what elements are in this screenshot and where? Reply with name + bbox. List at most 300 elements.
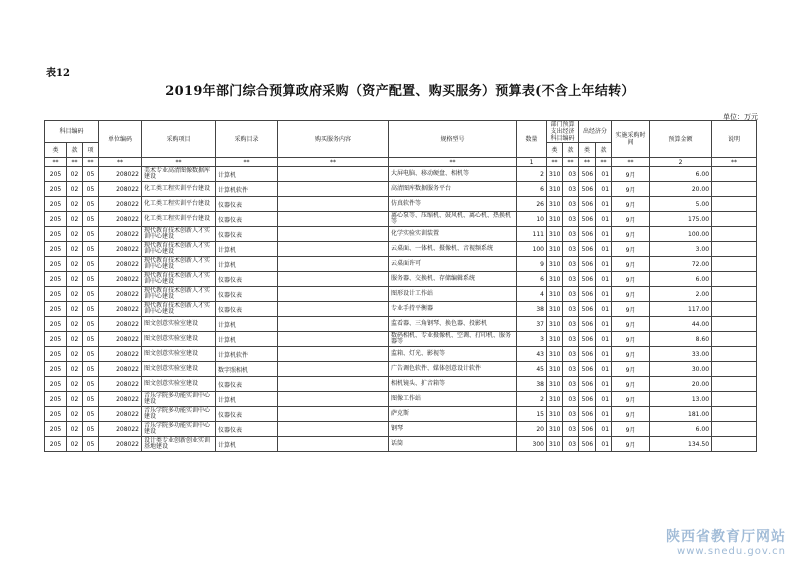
cell-xiang: 05 — [83, 167, 99, 182]
cell-dept-kuan: 03 — [563, 272, 579, 287]
table-row — [45, 407, 757, 422]
placeholder-cell: ** — [579, 158, 596, 167]
cell-kuan: 02 — [67, 287, 83, 302]
cell-spec: 数码相机、专业摄像机、空调、打印机、服务器等 — [389, 332, 517, 347]
cell-service — [278, 272, 389, 287]
cell-qty: 38 — [517, 302, 547, 317]
header-unit-code: 单位编码 — [99, 121, 142, 158]
cell-project: 设计类专业创新创业实训基地建设 — [142, 437, 216, 452]
cell-exec-kuan: 01 — [596, 392, 612, 407]
table-row — [45, 227, 757, 242]
header-exec-subject: 出经济分 — [579, 121, 612, 143]
header-xiang: 项 — [83, 143, 99, 158]
cell-spec: 监看器、三角钢琴、换色器、投影机 — [389, 317, 517, 332]
cell-dept-kuan: 03 — [563, 317, 579, 332]
cell-note — [712, 422, 757, 437]
cell-qty: 20 — [517, 422, 547, 437]
cell-spec: 钢琴 — [389, 422, 517, 437]
cell-dept-kuan: 03 — [563, 437, 579, 452]
cell-lei: 205 — [45, 317, 67, 332]
cell-note — [712, 332, 757, 347]
cell-time: 9月 — [612, 212, 650, 227]
cell-dept-kuan: 03 — [563, 257, 579, 272]
cell-amount: 6.00 — [650, 422, 712, 437]
cell-time: 9月 — [612, 332, 650, 347]
placeholder-cell: ** — [142, 158, 216, 167]
cell-amount: 2.00 — [650, 287, 712, 302]
cell-spec: 图像工作站 — [389, 392, 517, 407]
placeholder-cell: ** — [563, 158, 579, 167]
header-qty: 数量 — [517, 121, 547, 158]
placeholder-cell: ** — [712, 158, 757, 167]
cell-kuan: 02 — [67, 182, 83, 197]
cell-lei: 205 — [45, 392, 67, 407]
placeholder-row — [45, 158, 757, 167]
cell-dept-lei: 310 — [547, 212, 563, 227]
cell-xiang: 05 — [83, 317, 99, 332]
cell-exec-kuan: 01 — [596, 167, 612, 182]
cell-lei: 205 — [45, 167, 67, 182]
cell-exec-kuan: 01 — [596, 347, 612, 362]
cell-dept-lei: 310 — [547, 377, 563, 392]
placeholder-cell: ** — [99, 158, 142, 167]
cell-note — [712, 317, 757, 332]
cell-exec-kuan: 01 — [596, 272, 612, 287]
cell-spec: 广告调色软件、媒体创意设计软件 — [389, 362, 517, 377]
table-row — [45, 167, 757, 182]
cell-xiang: 05 — [83, 242, 99, 257]
cell-exec-lei: 506 — [579, 377, 596, 392]
cell-service — [278, 197, 389, 212]
cell-catalog: 仪器仪表 — [216, 272, 278, 287]
cell-amount: 181.00 — [650, 407, 712, 422]
cell-exec-lei: 506 — [579, 197, 596, 212]
table-row — [45, 212, 757, 227]
cell-kuan: 02 — [67, 362, 83, 377]
cell-catalog: 仪器仪表 — [216, 212, 278, 227]
cell-exec-kuan: 01 — [596, 302, 612, 317]
cell-service — [278, 437, 389, 452]
header-service: 购买服务内容 — [278, 121, 389, 158]
cell-catalog: 仪器仪表 — [216, 227, 278, 242]
cell-project: 图文创意实验室建设 — [142, 347, 216, 362]
cell-unit-code: 208022 — [99, 257, 142, 272]
cell-qty: 6 — [517, 182, 547, 197]
cell-xiang: 05 — [83, 287, 99, 302]
cell-exec-kuan: 01 — [596, 437, 612, 452]
cell-exec-lei: 506 — [579, 317, 596, 332]
cell-unit-code: 208022 — [99, 227, 142, 242]
cell-time: 9月 — [612, 392, 650, 407]
cell-project: 图文创意实验室建设 — [142, 317, 216, 332]
cell-project: 现代教育技术创新人才实训中心建设 — [142, 257, 216, 272]
cell-unit-code: 208022 — [99, 197, 142, 212]
table-row — [45, 347, 757, 362]
cell-service — [278, 227, 389, 242]
cell-kuan: 02 — [67, 317, 83, 332]
cell-qty: 6 — [517, 272, 547, 287]
cell-exec-kuan: 01 — [596, 212, 612, 227]
cell-exec-lei: 506 — [579, 242, 596, 257]
cell-unit-code: 208022 — [99, 182, 142, 197]
cell-exec-lei: 506 — [579, 437, 596, 452]
cell-kuan: 02 — [67, 212, 83, 227]
cell-unit-code: 208022 — [99, 422, 142, 437]
cell-unit-code: 208022 — [99, 347, 142, 362]
cell-dept-kuan: 03 — [563, 287, 579, 302]
cell-xiang: 05 — [83, 377, 99, 392]
cell-amount: 6.00 — [650, 167, 712, 182]
cell-spec: 服务器、交换机、存储编辑系统 — [389, 272, 517, 287]
table-row — [45, 257, 757, 272]
cell-xiang: 05 — [83, 197, 99, 212]
cell-time: 9月 — [612, 227, 650, 242]
cell-kuan: 02 — [67, 167, 83, 182]
cell-unit-code: 208022 — [99, 407, 142, 422]
cell-lei: 205 — [45, 272, 67, 287]
cell-unit-code: 208022 — [99, 242, 142, 257]
cell-dept-lei: 310 — [547, 287, 563, 302]
cell-note — [712, 362, 757, 377]
cell-catalog: 计算机软件 — [216, 182, 278, 197]
cell-dept-lei: 310 — [547, 422, 563, 437]
cell-amount: 175.00 — [650, 212, 712, 227]
cell-project: 现代教育技术创新人才实训中心建设 — [142, 287, 216, 302]
cell-time: 9月 — [612, 437, 650, 452]
cell-lei: 205 — [45, 227, 67, 242]
cell-service — [278, 347, 389, 362]
cell-qty: 26 — [517, 197, 547, 212]
cell-amount: 134.50 — [650, 437, 712, 452]
cell-qty: 45 — [517, 362, 547, 377]
cell-note — [712, 167, 757, 182]
cell-kuan: 02 — [67, 302, 83, 317]
cell-catalog: 数字照相机 — [216, 362, 278, 377]
cell-time: 9月 — [612, 347, 650, 362]
cell-xiang: 05 — [83, 182, 99, 197]
cell-lei: 205 — [45, 407, 67, 422]
cell-dept-lei: 310 — [547, 317, 563, 332]
cell-spec: 高清图库数据服务平台 — [389, 182, 517, 197]
placeholder-cell: ** — [83, 158, 99, 167]
cell-exec-kuan: 01 — [596, 362, 612, 377]
cell-catalog: 计算机 — [216, 437, 278, 452]
cell-dept-lei: 310 — [547, 407, 563, 422]
cell-xiang: 05 — [83, 257, 99, 272]
cell-qty: 100 — [517, 242, 547, 257]
cell-xiang: 05 — [83, 332, 99, 347]
cell-kuan: 02 — [67, 407, 83, 422]
cell-kuan: 02 — [67, 377, 83, 392]
cell-lei: 205 — [45, 377, 67, 392]
cell-dept-kuan: 03 — [563, 377, 579, 392]
cell-time: 9月 — [612, 407, 650, 422]
cell-service — [278, 332, 389, 347]
cell-service — [278, 422, 389, 437]
cell-kuan: 02 — [67, 257, 83, 272]
cell-time: 9月 — [612, 182, 650, 197]
cell-spec: 监箱、灯光、影视等 — [389, 347, 517, 362]
cell-kuan: 02 — [67, 332, 83, 347]
cell-unit-code: 208022 — [99, 272, 142, 287]
cell-note — [712, 302, 757, 317]
cell-spec: 话筒 — [389, 437, 517, 452]
cell-unit-code: 208022 — [99, 212, 142, 227]
site-watermark — [666, 526, 786, 557]
cell-exec-lei: 506 — [579, 362, 596, 377]
cell-xiang: 05 — [83, 302, 99, 317]
cell-exec-kuan: 01 — [596, 227, 612, 242]
cell-catalog: 仪器仪表 — [216, 407, 278, 422]
cell-kuan: 02 — [67, 392, 83, 407]
cell-note — [712, 212, 757, 227]
cell-qty: 4 — [517, 287, 547, 302]
cell-amount: 30.00 — [650, 362, 712, 377]
cell-time: 9月 — [612, 197, 650, 212]
cell-exec-lei: 506 — [579, 302, 596, 317]
header-exec-kuan: 款 — [596, 143, 612, 158]
cell-xiang: 05 — [83, 392, 99, 407]
cell-dept-lei: 310 — [547, 302, 563, 317]
cell-project: 音乐学院多功能实训中心建设 — [142, 392, 216, 407]
cell-project: 图文创意实验室建设 — [142, 362, 216, 377]
placeholder-cell: ** — [612, 158, 650, 167]
cell-kuan: 02 — [67, 242, 83, 257]
cell-service — [278, 182, 389, 197]
cell-service — [278, 212, 389, 227]
cell-unit-code: 208022 — [99, 287, 142, 302]
cell-dept-lei: 310 — [547, 362, 563, 377]
cell-time: 9月 — [612, 377, 650, 392]
cell-exec-kuan: 01 — [596, 242, 612, 257]
cell-time: 9月 — [612, 302, 650, 317]
cell-exec-kuan: 01 — [596, 407, 612, 422]
cell-amount: 13.00 — [650, 392, 712, 407]
cell-lei: 205 — [45, 212, 67, 227]
cell-exec-lei: 506 — [579, 212, 596, 227]
cell-project: 现代教育技术创新人才实训中心建设 — [142, 227, 216, 242]
cell-lei: 205 — [45, 287, 67, 302]
cell-dept-lei: 310 — [547, 332, 563, 347]
cell-spec: 离心泵等、压缩机、鼓风机、离心机、热换机等 — [389, 212, 517, 227]
header-dept-kuan: 款 — [563, 143, 579, 158]
header-exec-lei: 类 — [579, 143, 596, 158]
cell-qty: 3 — [517, 332, 547, 347]
cell-dept-kuan: 03 — [563, 422, 579, 437]
cell-exec-lei: 506 — [579, 272, 596, 287]
cell-dept-lei: 310 — [547, 437, 563, 452]
header-dept-lei: 类 — [547, 143, 563, 158]
cell-exec-kuan: 01 — [596, 422, 612, 437]
cell-project: 美术专业高清图像数据库建设 — [142, 167, 216, 182]
cell-project: 化工类工程实训平台建设 — [142, 212, 216, 227]
cell-amount: 8.60 — [650, 332, 712, 347]
cell-time: 9月 — [612, 257, 650, 272]
cell-note — [712, 242, 757, 257]
cell-catalog: 仪器仪表 — [216, 197, 278, 212]
procurement-budget-table — [44, 120, 757, 452]
cell-project: 图文创意实验室建设 — [142, 332, 216, 347]
cell-project: 图文创意实验室建设 — [142, 377, 216, 392]
cell-amount: 72.00 — [650, 257, 712, 272]
header-kuan: 款 — [67, 143, 83, 158]
cell-dept-kuan: 03 — [563, 197, 579, 212]
cell-time: 9月 — [612, 167, 650, 182]
table-row — [45, 392, 757, 407]
cell-xiang: 05 — [83, 362, 99, 377]
cell-catalog: 计算机软件 — [216, 347, 278, 362]
cell-xiang: 05 — [83, 437, 99, 452]
cell-catalog: 计算机 — [216, 167, 278, 182]
placeholder-cell: ** — [547, 158, 563, 167]
cell-time: 9月 — [612, 422, 650, 437]
cell-unit-code: 208022 — [99, 437, 142, 452]
cell-dept-kuan: 03 — [563, 167, 579, 182]
cell-dept-lei: 310 — [547, 347, 563, 362]
table-row — [45, 332, 757, 347]
table-row — [45, 422, 757, 437]
cell-lei: 205 — [45, 347, 67, 362]
cell-catalog: 计算机 — [216, 332, 278, 347]
cell-exec-lei: 506 — [579, 332, 596, 347]
cell-dept-lei: 310 — [547, 182, 563, 197]
cell-qty: 15 — [517, 407, 547, 422]
cell-amount: 44.00 — [650, 317, 712, 332]
cell-unit-code: 208022 — [99, 362, 142, 377]
cell-amount: 33.00 — [650, 347, 712, 362]
cell-note — [712, 407, 757, 422]
cell-amount: 20.00 — [650, 377, 712, 392]
cell-qty: 111 — [517, 227, 547, 242]
placeholder-cell: ** — [389, 158, 517, 167]
cell-unit-code: 208022 — [99, 317, 142, 332]
cell-qty: 2 — [517, 392, 547, 407]
placeholder-cell: ** — [596, 158, 612, 167]
cell-exec-lei: 506 — [579, 227, 596, 242]
cell-amount: 5.00 — [650, 197, 712, 212]
table-number-label: 表12 — [46, 68, 70, 79]
cell-lei: 205 — [45, 257, 67, 272]
cell-xiang: 05 — [83, 422, 99, 437]
cell-note — [712, 227, 757, 242]
cell-time: 9月 — [612, 362, 650, 377]
cell-dept-lei: 310 — [547, 197, 563, 212]
cell-time: 9月 — [612, 272, 650, 287]
cell-project: 音乐学院多功能实训中心建设 — [142, 407, 216, 422]
table-row — [45, 197, 757, 212]
cell-note — [712, 272, 757, 287]
cell-kuan: 02 — [67, 227, 83, 242]
cell-catalog: 计算机 — [216, 392, 278, 407]
cell-amount: 20.00 — [650, 182, 712, 197]
table-row — [45, 272, 757, 287]
placeholder-cell: ** — [278, 158, 389, 167]
cell-dept-kuan: 03 — [563, 227, 579, 242]
cell-note — [712, 197, 757, 212]
header-note: 说明 — [712, 121, 757, 158]
placeholder-cell: ** — [216, 158, 278, 167]
table-row — [45, 242, 757, 257]
cell-qty: 37 — [517, 317, 547, 332]
cell-exec-kuan: 01 — [596, 332, 612, 347]
placeholder-cell: 2 — [650, 158, 712, 167]
cell-kuan: 02 — [67, 347, 83, 362]
cell-project: 化工类工程实训平台建设 — [142, 182, 216, 197]
cell-xiang: 05 — [83, 407, 99, 422]
cell-dept-kuan: 03 — [563, 242, 579, 257]
cell-qty: 38 — [517, 377, 547, 392]
cell-lei: 205 — [45, 332, 67, 347]
watermark-name: 陕西省教育厅网站 — [666, 529, 786, 545]
cell-time: 9月 — [612, 287, 650, 302]
cell-xiang: 05 — [83, 347, 99, 362]
cell-exec-lei: 506 — [579, 182, 596, 197]
cell-exec-lei: 506 — [579, 167, 596, 182]
cell-catalog: 仪器仪表 — [216, 302, 278, 317]
header-subject-code: 科目编码 — [45, 121, 99, 143]
cell-spec: 大屏电脑、移动硬盘、相机等 — [389, 167, 517, 182]
cell-exec-kuan: 01 — [596, 257, 612, 272]
table-row — [45, 362, 757, 377]
unit-label: 单位：万元 — [723, 113, 758, 121]
cell-amount: 6.00 — [650, 272, 712, 287]
header-spec: 规格型号 — [389, 121, 517, 158]
cell-dept-lei: 310 — [547, 272, 563, 287]
cell-spec: 化学实验实训装置 — [389, 227, 517, 242]
cell-catalog: 仪器仪表 — [216, 422, 278, 437]
cell-dept-kuan: 03 — [563, 392, 579, 407]
cell-lei: 205 — [45, 242, 67, 257]
cell-exec-lei: 506 — [579, 422, 596, 437]
header-time: 实施采购时间 — [612, 121, 650, 158]
cell-lei: 205 — [45, 437, 67, 452]
cell-exec-kuan: 01 — [596, 317, 612, 332]
table-row — [45, 377, 757, 392]
cell-unit-code: 208022 — [99, 302, 142, 317]
cell-spec: 仿真软件等 — [389, 197, 517, 212]
cell-dept-lei: 310 — [547, 257, 563, 272]
cell-dept-lei: 310 — [547, 242, 563, 257]
header-lei: 类 — [45, 143, 67, 158]
cell-exec-lei: 506 — [579, 347, 596, 362]
cell-kuan: 02 — [67, 422, 83, 437]
cell-service — [278, 242, 389, 257]
cell-kuan: 02 — [67, 197, 83, 212]
cell-dept-lei: 310 — [547, 167, 563, 182]
cell-service — [278, 287, 389, 302]
cell-exec-lei: 506 — [579, 407, 596, 422]
cell-note — [712, 392, 757, 407]
document-title: 2019年部门综合预算政府采购（资产配置、购买服务）预算表(不含上年结转） — [165, 84, 635, 99]
cell-note — [712, 182, 757, 197]
placeholder-cell: ** — [67, 158, 83, 167]
cell-amount: 117.00 — [650, 302, 712, 317]
cell-dept-lei: 310 — [547, 227, 563, 242]
cell-lei: 205 — [45, 362, 67, 377]
cell-spec: 萨克斯 — [389, 407, 517, 422]
cell-note — [712, 287, 757, 302]
cell-lei: 205 — [45, 182, 67, 197]
cell-xiang: 05 — [83, 227, 99, 242]
cell-dept-lei: 310 — [547, 392, 563, 407]
cell-exec-lei: 506 — [579, 392, 596, 407]
cell-exec-kuan: 01 — [596, 182, 612, 197]
cell-exec-lei: 506 — [579, 257, 596, 272]
cell-note — [712, 437, 757, 452]
header-row-top — [45, 121, 757, 143]
cell-catalog: 计算机 — [216, 317, 278, 332]
cell-service — [278, 377, 389, 392]
